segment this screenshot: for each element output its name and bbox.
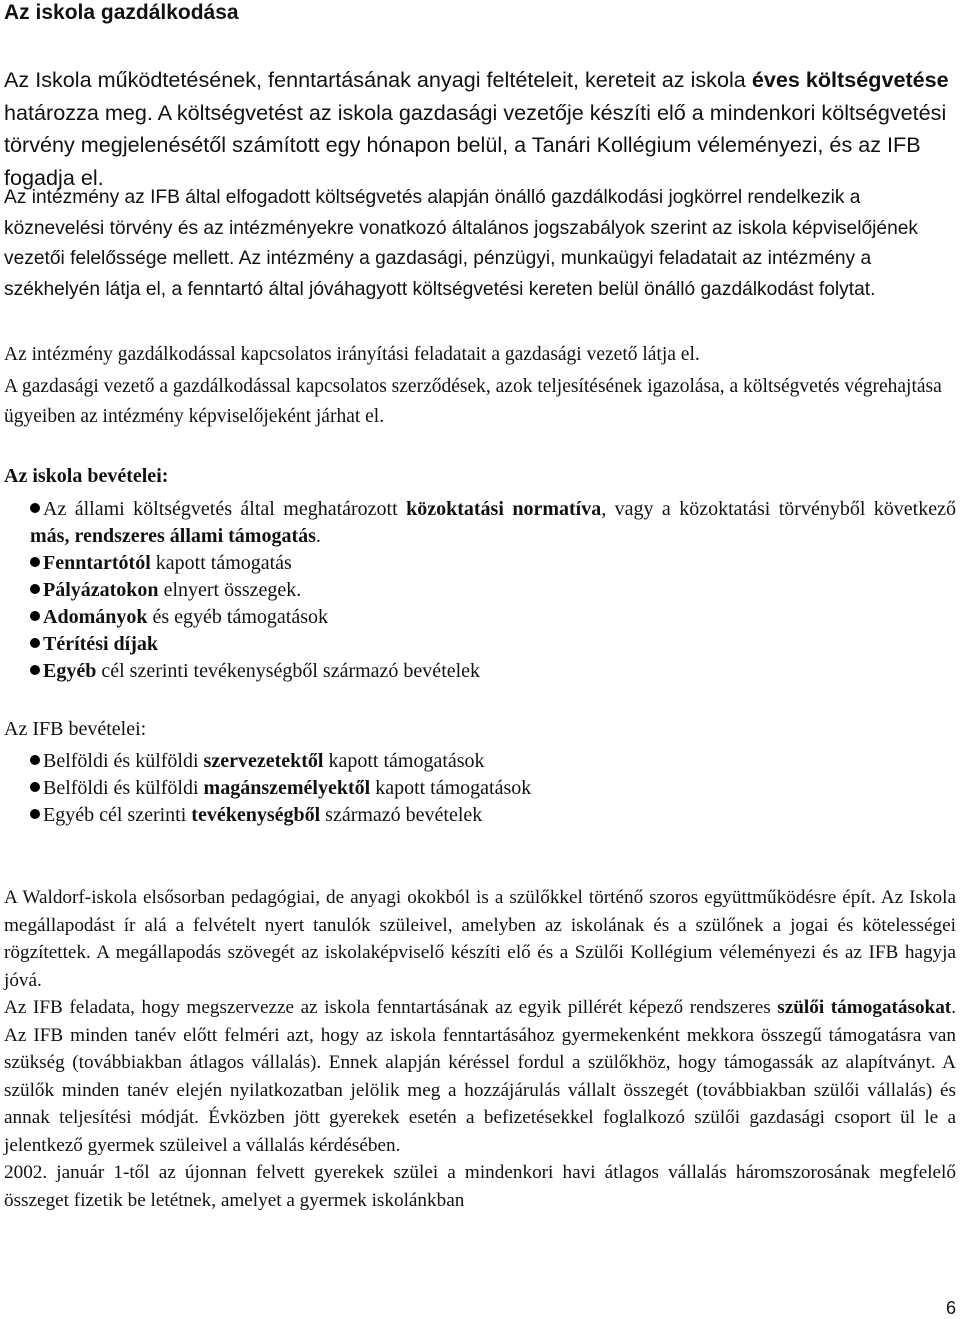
item-bold: közoktatási normatíva [406, 498, 602, 520]
ifb-income-heading: Az IFB bevételei: [4, 718, 147, 740]
waldorf-paragraph-2 [4, 994, 956, 1159]
list-item [30, 496, 956, 550]
item-text: kapott támogatás [150, 552, 292, 574]
list-item [30, 775, 956, 802]
bullet-icon [30, 611, 40, 621]
bullet-icon [30, 638, 40, 648]
item-bold: szervezetektől [203, 750, 324, 772]
item-bold: Adományok [43, 606, 148, 628]
bullet-icon [30, 782, 40, 792]
item-text: kapott támogatások [370, 777, 532, 799]
item-bold: tevékenységből [191, 804, 321, 826]
item-text: , vagy a közoktatási törvényből következő [601, 498, 956, 520]
ifb-income-list [30, 748, 956, 829]
item-text: kapott támogatások [323, 750, 485, 772]
bullet-icon [30, 584, 40, 594]
waldorf-section [4, 884, 956, 1214]
page-number: 6 [945, 1298, 956, 1318]
bullet-icon [30, 809, 40, 819]
waldorf-paragraph-1: A Waldorf-iskola elsősorban pedagógiai, de anyagi okokból is a szülőkkel történő szoros együttműködésre épít. Az Iskola megállapodást ír alá a felvételt nyert tanulók szüleivel, amelyben az iskolának és a szülőnek a jogai és kötelességei rögzítettek. A megállapodás szövegét az iskolaképviselő készíti elő és a Szülői Kollégium véleményezi és az IFB hagyja jóvá. [4, 887, 956, 991]
school-income-heading: Az iskola bevételei: [4, 465, 169, 487]
intro-text-2: határozza meg. A költségvetést az iskola gazdasági vezetője készíti elő a mindenkori költségvetési törvény megjelenésétől számított egy hónapon belül, a Tanári Kollégium véleményezi, és az IFB fogadja el. [4, 99, 947, 190]
bullet-icon [30, 755, 40, 765]
list-item [30, 658, 956, 685]
item-bold: Térítési díjak [43, 633, 158, 655]
item-bold: Pályázatokon [43, 579, 159, 601]
item-text: cél szerinti tevékenységből származó bevételek [96, 660, 481, 682]
item-text: és egyéb támogatások [147, 606, 328, 628]
intro-bold-budget: éves költségvetése [751, 67, 949, 92]
item-bold: magánszemélyektől [203, 777, 371, 799]
item-bold: Egyéb [43, 660, 97, 682]
list-item [30, 631, 956, 658]
intro-paragraph [4, 64, 956, 194]
page-title: Az iskola gazdálkodása [4, 1, 239, 24]
list-item [30, 604, 956, 631]
item-text: Belföldi és külföldi [43, 750, 204, 772]
item-text: származó bevételek [320, 804, 483, 826]
school-income-list [30, 496, 956, 685]
intro-text-1: Az Iskola működtetésének, fenntartásának anyagi feltételeit, kereteit az iskola [4, 67, 752, 92]
bullet-icon [30, 503, 40, 513]
item-text: Az állami költségvetés által meghatározott [43, 498, 407, 520]
autonomy-paragraph: Az intézmény az IFB által elfogadott költségvetés alapján önálló gazdálkodási jogkörrel rendelkezik a köznevelési törvény és az intézményekre vonatkozó általános jogszabályok szerint az iskola képviselőjének vezetői felelőssége mellett. Az intézmény a gazdasági, pénzügyi, munkaügyi feladatait az intézmény a székhelyén látja el, a fenntartó által jóváhagyott költségvetési kereten belül önálló gazdálkodást folytat. [4, 187, 919, 300]
list-item [30, 550, 956, 577]
bullet-icon [30, 557, 40, 567]
item-text: . [315, 525, 321, 547]
paragraph-text: . Az IFB minden tanév előtt felméri azt, hogy az iskola fenntartásához gyermekenként mekkora összegű támogatásra van szükség (továbbiakban átlagos vállalás). Ennek alapján kéréssel fordul a szülőkhöz, hogy támogassák az alapítványt. A szülők minden tanév elején nyilatkozatban jelölik meg a hozzájárulás vállalt összegét (továbbiakban szülői vállalás) és annak teljesítési módját. Évközben jött gyerekek esetén a befizetésekkel foglalkozó szülői gazdasági csoport ül le a jelentkező gyermek szüleivel a vállalás kérdésében. [4, 997, 956, 1156]
item-bold: Fenntartótól [43, 552, 151, 574]
representation-paragraph: A gazdasági vezető a gazdálkodással kapcsolatos szerződések, azok teljesítésének igazolása, a költségvetés végrehajtása ügyeiben az intézmény képviselőjeként járhat el. [4, 376, 942, 427]
item-text: Belföldi és külföldi [43, 777, 204, 799]
management-paragraph: Az intézmény gazdálkodással kapcsolatos irányítási feladatait a gazdasági vezető látja el. [4, 344, 700, 365]
paragraph-text: Az IFB feladata, hogy megszervezze az iskola fenntartásának az egyik pillérét képező rendszeres [4, 997, 778, 1018]
list-item [30, 802, 956, 829]
waldorf-paragraph-3: 2002. január 1-től az újonnan felvett gyerekek szülei a mindenkori havi átlagos vállalás háromszorosának megfelelő összeget fizetik be letétnek, amelyet a gyermek iskolánkban [4, 1162, 956, 1211]
list-item [30, 748, 956, 775]
list-item [30, 577, 956, 604]
paragraph-bold: szülői támogatásokat [777, 997, 952, 1018]
item-text: elnyert összegek. [158, 579, 302, 601]
bullet-icon [30, 665, 40, 675]
item-bold: más, rendszeres állami támogatás [30, 525, 316, 547]
item-text: Egyéb cél szerinti [43, 804, 192, 826]
